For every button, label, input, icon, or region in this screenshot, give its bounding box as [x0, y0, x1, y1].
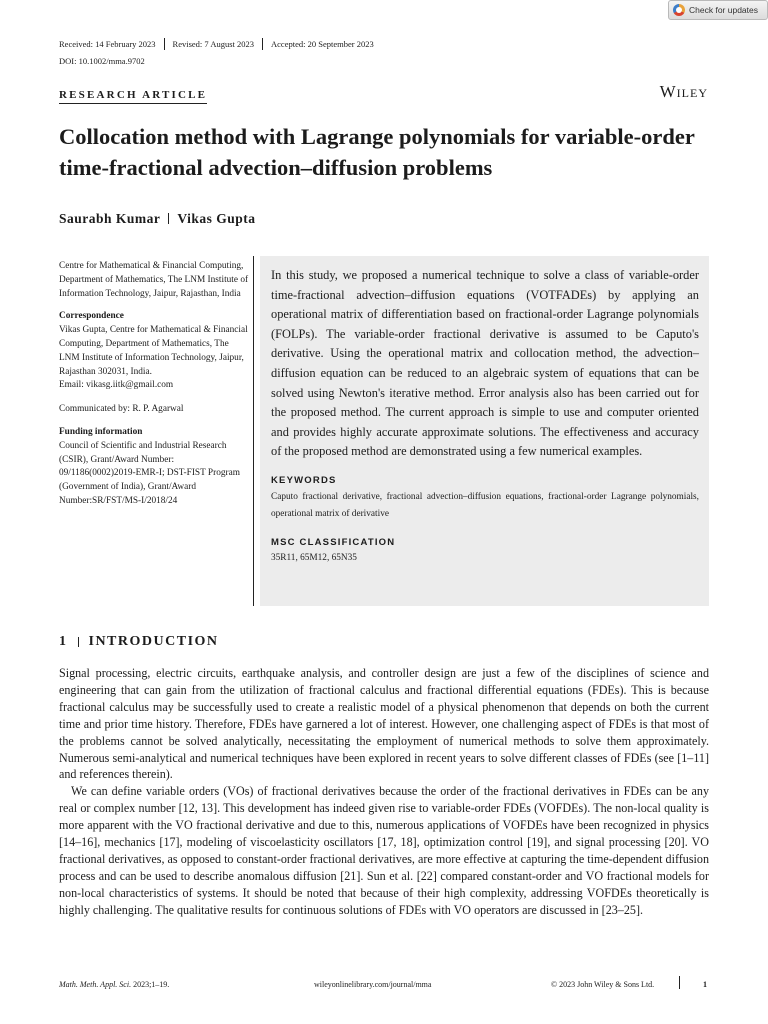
correspondence-text: Vikas Gupta, Centre for Mathematical & Financial Computing, Department of Mathematics, The LNM Institute of Information Technology, Jaipur, Rajasthan 302031, India.	[59, 325, 248, 377]
funding-heading: Funding information	[59, 426, 143, 437]
journal-pages: 2023;1–19.	[131, 980, 170, 989]
sidebar-divider	[253, 256, 254, 606]
check-for-updates-button[interactable]	[668, 0, 768, 20]
funding-text: Council of Scientific and Industrial Research (CSIR), Grant/Award Number: 09/1186(0002)2019-EMR-I; DST-FIST Program (Government of India), Grant/Award Number:SR/FST/MS-I/2018/24	[59, 440, 240, 506]
correspondence-email[interactable]: Email: vikasg.iitk@gmail.com	[59, 380, 174, 391]
journal-url[interactable]: wileyonlinelibrary.com/journal/mma	[314, 980, 432, 989]
msc-heading: MSC CLASSIFICATION	[271, 536, 396, 548]
doi[interactable]: DOI: 10.1002/mma.9702	[59, 56, 145, 66]
article-title: Collocation method with Lagrange polynomials for variable-order time-fractional advection–diffusion problems	[59, 124, 695, 180]
author-list	[59, 211, 256, 227]
keywords-heading: KEYWORDS	[271, 474, 337, 486]
section-number: 1	[59, 634, 68, 649]
page-number: 1	[703, 980, 707, 989]
author-name[interactable]: Vikas Gupta	[177, 211, 256, 226]
check-for-updates-label: Check for updates	[689, 5, 758, 15]
communicated-by: Communicated by: R. P. Agarwal	[59, 404, 184, 415]
accepted-date: Accepted: 20 September 2023	[262, 38, 382, 50]
abstract-box	[260, 256, 709, 606]
received-date: Received: 14 February 2023	[59, 39, 156, 49]
affiliation: Centre for Mathematical & Financial Computing, Department of Mathematics, The LNM Institute of Information Technology, Jaipur, Rajasthan, India	[59, 261, 249, 299]
introduction-body	[59, 665, 709, 919]
publisher-logo: Wiley	[659, 82, 708, 101]
paragraph: We can define variable orders (VOs) of fractional derivatives because the order of the fractional derivatives in FDEs can be any real or complex number [12, 13]. This development has indeed given rise to variable-order FDEs (VOFDEs). The non-local quality is more apparent with the VO fractional derivative and due to this, numerous applications of VOFDEs have been recognized in physics [14–16], mechanics [17], modeling of viscoelasticity oscillators [17, 18], optimization control [19], and signal processing [20]. VO fractional derivatives, as opposed to constant-order fractional derivatives, are more effective at capturing the time-dependent diffusion process and can be used to describe anomalous diffusion [21]. Sun et al. [22] compared constant-order and VO fractional models for non-local characteristics of systems. It should be noted that because of their high complexity, addressing VOFDEs theoretically is highly challenging. The qualitative results for continuous solutions of FDEs with VO operators are discussed in [23–25].	[59, 784, 709, 917]
article-dates	[59, 38, 382, 50]
copyright: © 2023 John Wiley & Sons Ltd.	[551, 980, 655, 989]
revised-date: Revised: 7 August 2023	[164, 38, 262, 50]
journal-citation	[59, 980, 169, 989]
abstract-text: In this study, we proposed a numerical technique to solve a class of variable-order time-fractional advection–diffusion equations (VOTFADEs) by applying an operational matrix of differentiation based on fractional-order Lagrange polynomials (FOLPs). The variable-order fractional derivative is assumed to be Caputo's derivative. Using the operational matrix and collocation method, the advection–diffusion equation can be reduced to an algebraic system of equations that can be solved using Newton's iterative method. Error analysis also has been carried out for the proposed method. The current approach is simple to use and computer oriented and provides highly accurate approximate solutions. The effectiveness and accuracy of the proposed method are demonstrated using a few numerical examples.	[271, 268, 699, 459]
section-separator	[78, 637, 79, 647]
page-footer	[59, 978, 709, 992]
correspondence-heading: Correspondence	[59, 311, 124, 322]
paragraph: Signal processing, electric circuits, earthquake analysis, and controller design are just a few of the disciplines of science and engineering that can gain from the utilization of fractional calculus and fractional differential equations (FDEs). This is because fractional calculus may be successfully used to create a realistic model of a physical phenomenon that depends on both the current time and prior time history. Therefore, FDEs have garnered a lot of interest. However, one challenging aspect of FDEs is that most of the problems cannot be solved analytically, necessitating the employment of numerical methods to solve them approximately. Numerous semi-analytical and numerical techniques have been explored in recent years to solve different classes of FDEs (see [1–11] and references therein).	[59, 666, 709, 782]
journal-name: Math. Meth. Appl. Sci.	[59, 980, 132, 989]
author-separator	[168, 213, 169, 224]
msc-codes: 35R11, 65M12, 65N35	[271, 552, 357, 563]
footer-divider	[679, 976, 680, 989]
article-info-sidebar	[59, 260, 249, 509]
crossmark-icon	[673, 4, 685, 16]
keywords-text: Caputo fractional derivative, fractional advection–diffusion equations, fractional-order Lagrange polynomials, operational matrix of derivative	[271, 491, 699, 520]
section-title: INTRODUCTION	[88, 634, 219, 649]
article-type-label: RESEARCH ARTICLE	[59, 89, 207, 104]
section-heading-introduction	[59, 634, 219, 650]
author-name[interactable]: Saurabh Kumar	[59, 211, 161, 226]
